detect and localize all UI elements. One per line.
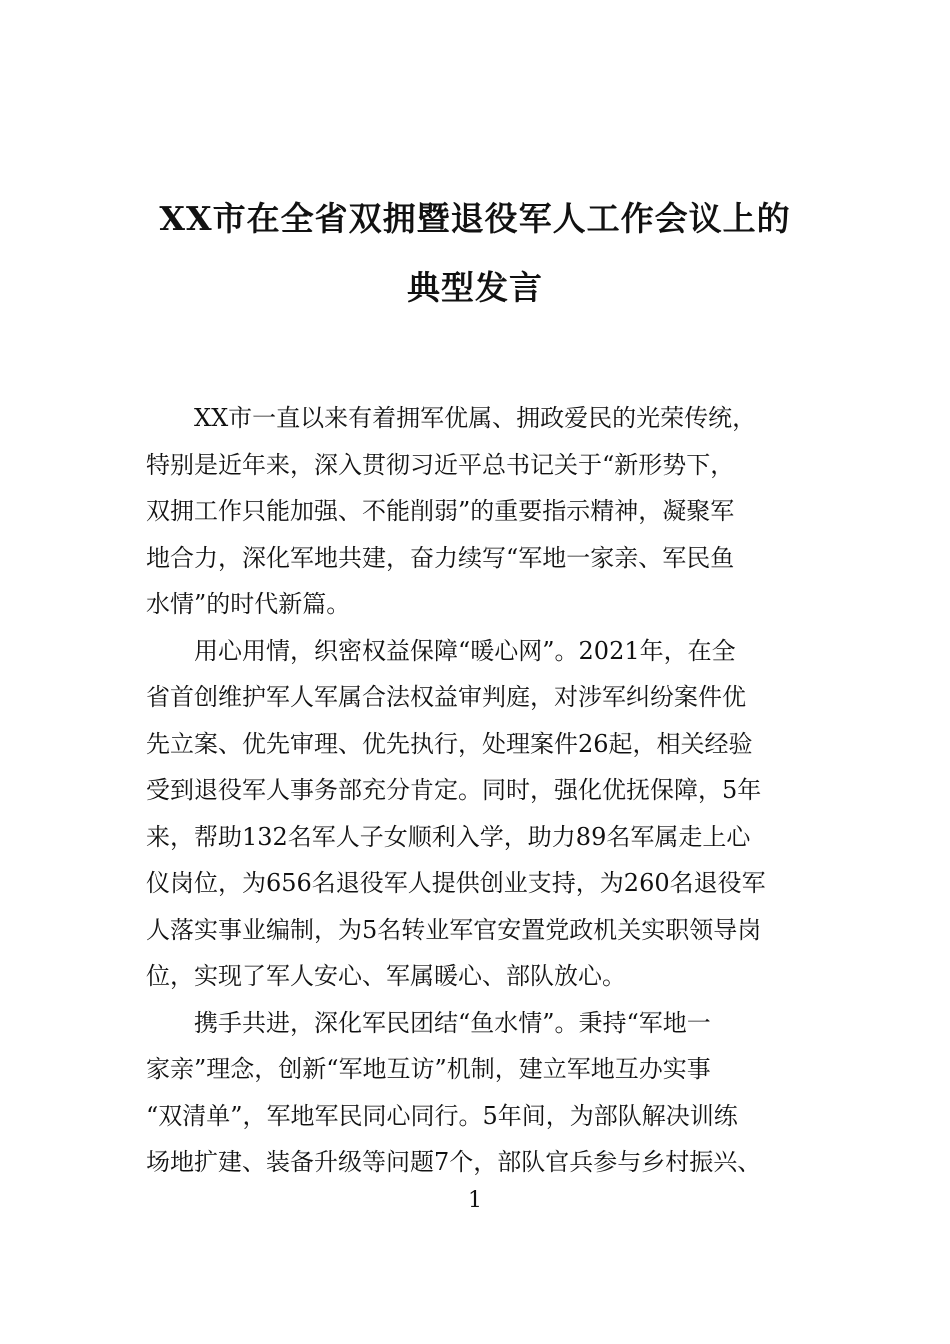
paragraph-2-line-7: 人落实事业编制，为5名转业军官安置党政机关实职领导岗 — [146, 915, 762, 944]
paragraph-1-line-2: 特别是近年来，深入贯彻习近平总书记关于“新形势下， — [146, 450, 735, 479]
document-title-line-2: 典型发言 — [407, 268, 543, 307]
paragraph-3-line-4: 场地扩建、装备升级等问题7个，部队官兵参与乡村振兴、 — [146, 1148, 762, 1176]
paragraph-2-line-1: 用心用情，织密权益保障“暖心网”。2021年，在全 — [194, 636, 736, 665]
paragraph-2-line-5: 来，帮助132名军人子女顺利入学，助力89名军属走上心 — [146, 822, 751, 851]
paragraph-2-line-4: 受到退役军人事务部充分肯定。同时，强化优抚保障，5年 — [146, 776, 762, 804]
document-body — [146, 395, 806, 1186]
paragraph-1-line-4: 地合力，深化军地共建，奋力续写“军地一家亲、军民鱼 — [146, 543, 735, 572]
paragraph-1-line-3: 双拥工作只能加强、不能削弱”的重要指示精神，凝聚军 — [146, 497, 735, 525]
document-title-line-1: XX市在全省双拥暨退役军人工作会议上的 — [159, 199, 791, 238]
paragraph-2-line-2: 省首创维护军人军属合法权益审判庭，对涉军纠纷案件优 — [146, 683, 746, 711]
paragraph-3-line-3: “双清单”，军地军民同心同行。5年间，为部队解决训练 — [146, 1101, 738, 1130]
paragraph-1-line-1: XX市一直以来有着拥军优属、拥政爱民的光荣传统， — [194, 404, 757, 432]
paragraph-2-line-8: 位，实现了军人安心、军属暖心、部队放心。 — [146, 962, 626, 990]
page-number: 1 — [468, 1188, 482, 1213]
paragraph-2-line-6: 仪岗位，为656名退役军人提供创业支持，为260名退役军 — [146, 869, 766, 897]
paragraph-1-line-5: 水情”的时代新篇。 — [146, 590, 351, 618]
paragraph-3-line-2: 家亲”理念，创新“军地互访”机制，建立军地互办实事 — [146, 1055, 711, 1083]
paragraph-2-line-3: 先立案、优先审理、优先执行，处理案件26起，相关经验 — [146, 729, 753, 758]
paragraph-3-line-1: 携手共进，深化军民团结“鱼水情”。秉持“军地一 — [194, 1008, 711, 1037]
